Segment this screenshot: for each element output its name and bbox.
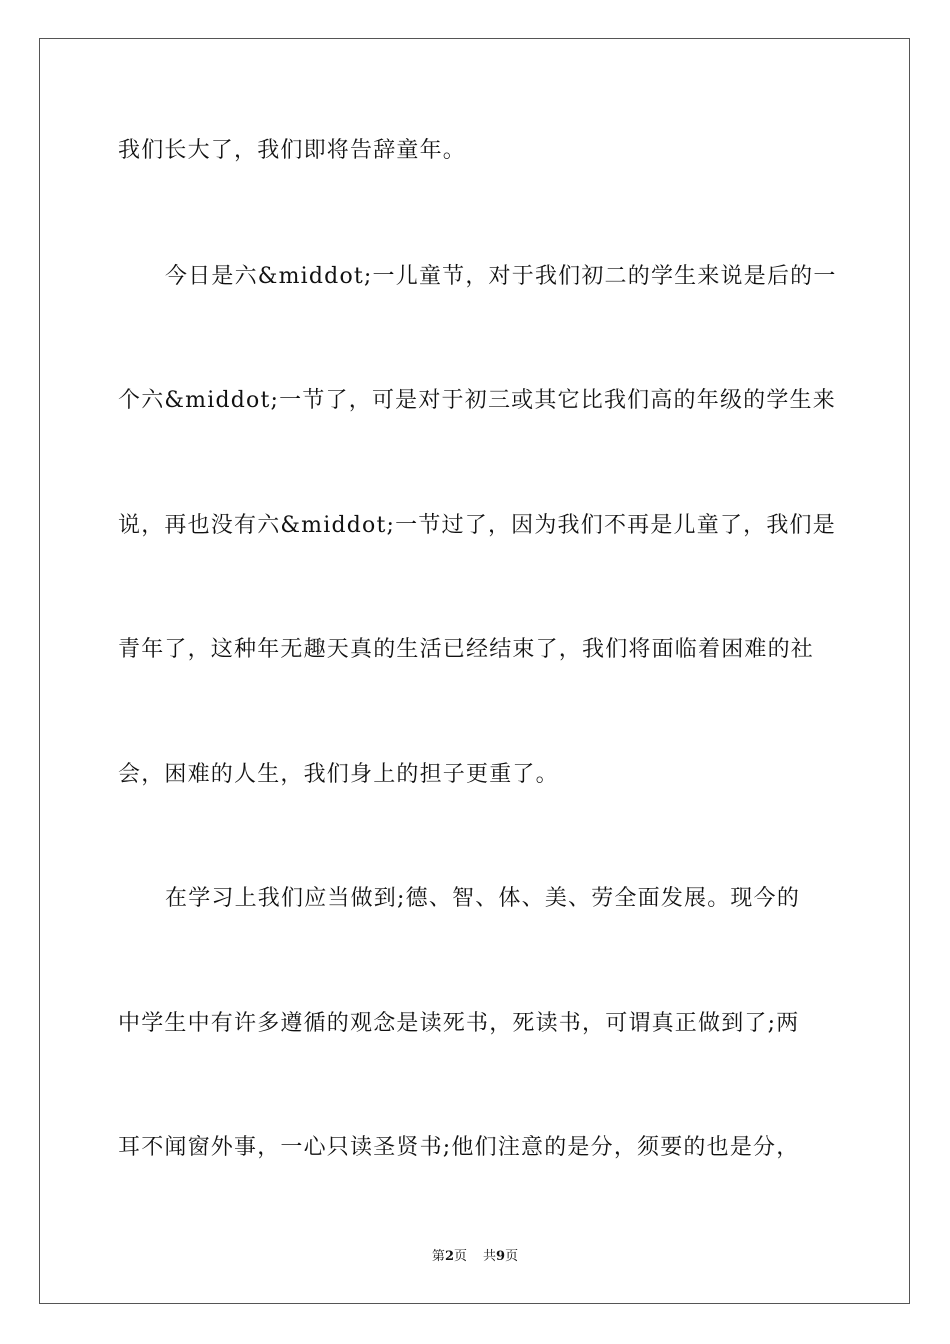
text-line-4: 说，再也没有六&middot;一节过了，因为我们不再是儿童了，我们是 (118, 513, 836, 538)
text-line-9: 耳不闻窗外事，一心只读圣贤书;他们注意的是分，须要的也是分， (118, 1135, 800, 1160)
text-line-6: 会，困难的人生，我们身上的担子更重了。 (118, 762, 559, 787)
page-total: 9 (496, 1249, 506, 1264)
text-line-3: 个六&middot;一节了，可是对于初三或其它比我们高的年级的学生来 (118, 388, 836, 413)
total-suffix: 页 (505, 1249, 519, 1264)
page-suffix: 页 (453, 1249, 467, 1264)
text-line-2: 今日是六&middot;一儿童节，对于我们初二的学生来说是后的一 (165, 264, 837, 289)
total-prefix: 共 (483, 1249, 497, 1264)
text-line-5: 青年了，这种年无趣天真的生活已经结束了，我们将面临着困难的社 (118, 637, 815, 662)
page-prefix: 第 (431, 1249, 445, 1264)
text-line-7: 在学习上我们应当做到;德、智、体、美、劳全面发展。现今的 (165, 886, 801, 911)
page-footer (0, 1248, 950, 1266)
page-border (39, 38, 910, 1304)
text-line-8: 中学生中有许多遵循的观念是读死书，死读书，可谓真正做到了;两 (118, 1011, 800, 1036)
page-current: 2 (444, 1249, 454, 1264)
text-line-1: 我们长大了，我们即将告辞童年。 (118, 138, 467, 163)
